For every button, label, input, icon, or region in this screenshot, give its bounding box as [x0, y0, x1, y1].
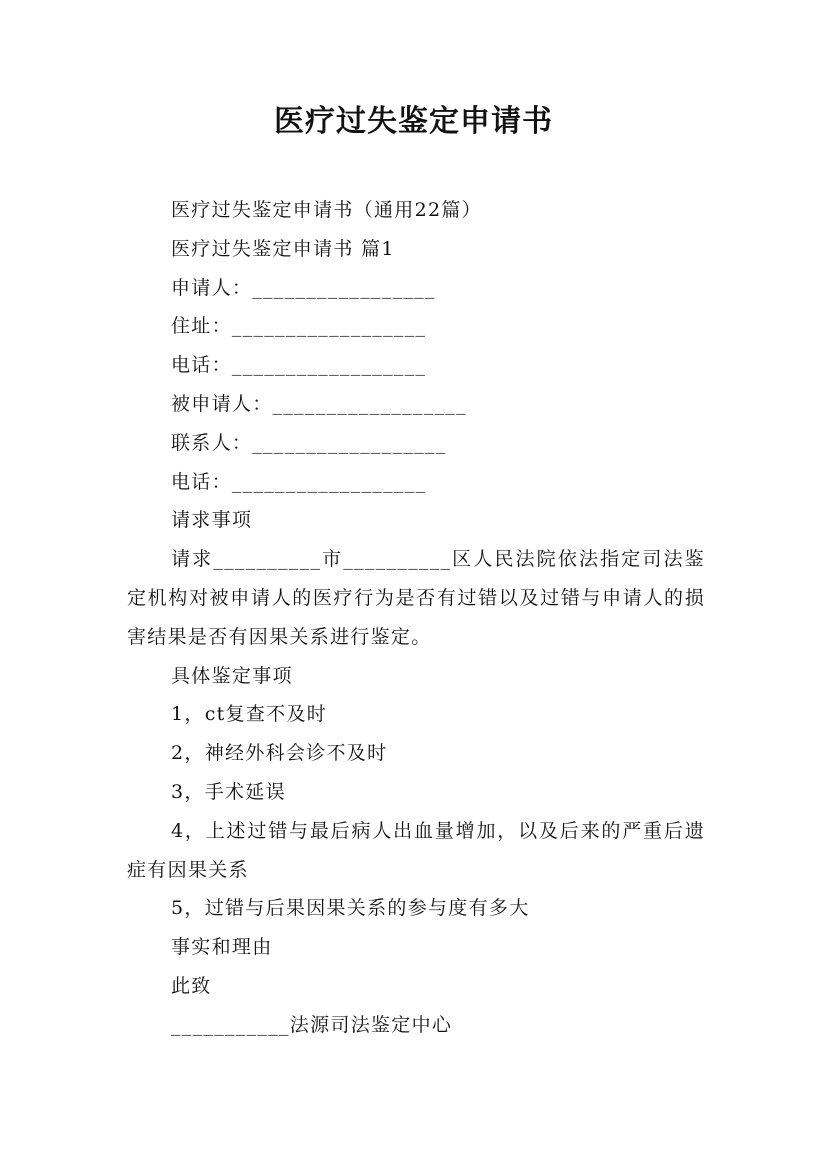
item-3: 3，手术延误	[171, 780, 286, 803]
respondent-field: 被申请人：__________________	[171, 392, 467, 415]
applicant-field: 申请人：_________________	[171, 276, 436, 299]
items-heading: 具体鉴定事项	[171, 664, 293, 687]
facts-heading: 事实和理由	[171, 936, 273, 959]
address-field: 住址：__________________	[171, 315, 427, 338]
item-2: 2，神经外科会诊不及时	[171, 742, 388, 765]
request-paragraph: 请求__________市__________区人民法院依法指定司法鉴定机构对被申请人的医疗行为是否有过错以及过错与申请人的损害结果是否有因果关系进行鉴定。	[127, 548, 705, 648]
subtitle-paragraph: 医疗过失鉴定申请书（通用22篇）	[171, 199, 482, 221]
document-body	[127, 191, 705, 1045]
section-heading: 医疗过失鉴定申请书 篇1	[171, 237, 395, 260]
recipient-line: ___________法源司法鉴定中心	[171, 1013, 453, 1036]
item-1: 1，ct复查不及时	[171, 703, 328, 726]
request-heading: 请求事项	[171, 509, 253, 532]
respondent-phone-field: 电话：__________________	[171, 470, 427, 493]
item-4: 4，上述过错与最后病人出血量增加，以及后来的严重后遗症有因果关系	[127, 819, 705, 881]
document-title: 医疗过失鉴定申请书	[274, 104, 553, 139]
phone-field: 电话：__________________	[171, 354, 427, 377]
salutation: 此致	[171, 974, 212, 997]
item-5: 5，过错与后果因果关系的参与度有多大	[171, 897, 530, 920]
contact-field: 联系人：__________________	[171, 431, 447, 454]
